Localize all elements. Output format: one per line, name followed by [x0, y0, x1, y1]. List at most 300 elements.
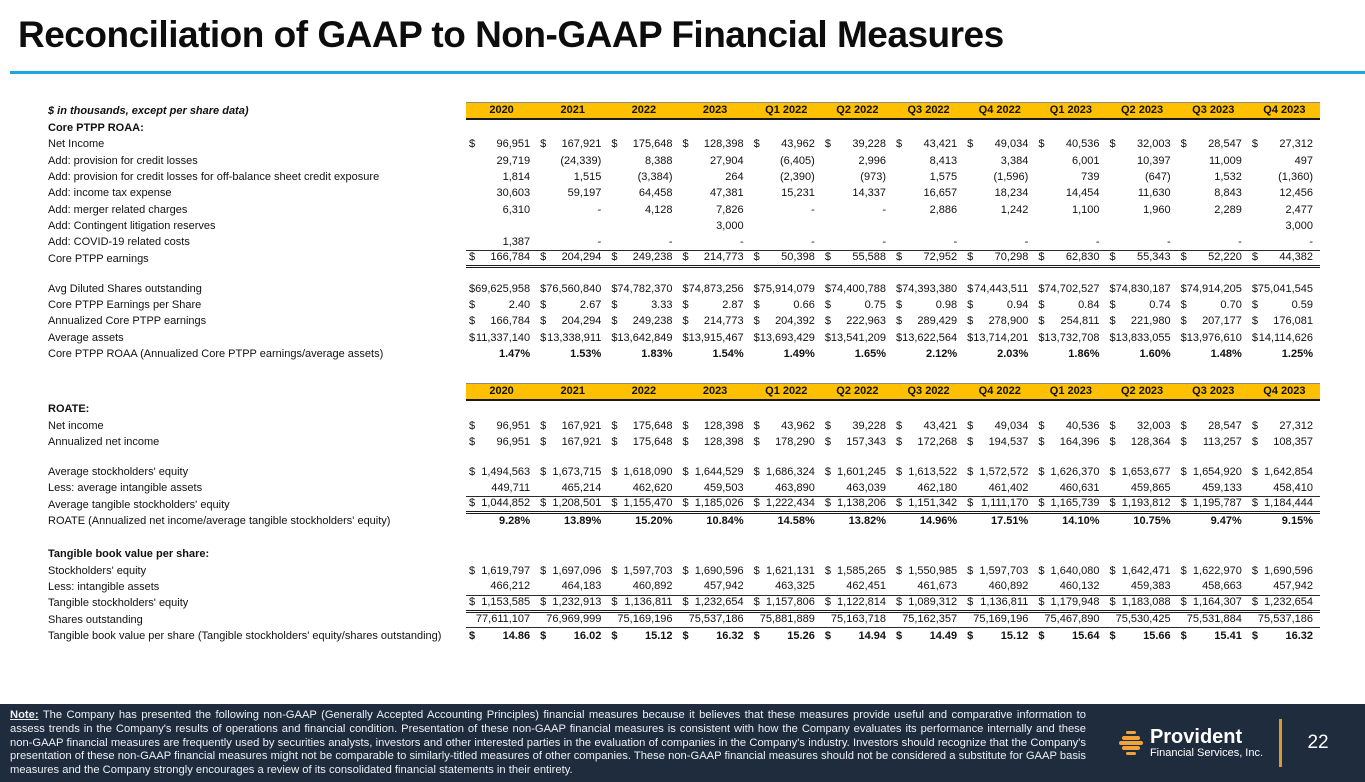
cell-value: 214,773: [703, 315, 744, 328]
table-roate: [48, 383, 1320, 529]
table-cell: [1035, 563, 1106, 579]
cell-value: 463,039: [846, 481, 886, 494]
currency-symbol: $: [895, 564, 903, 577]
cell-value: 459,383: [1130, 580, 1171, 593]
table-row: [48, 250, 1320, 266]
page-title: Reconciliation of GAAP to Non-GAAP Financial Measures: [18, 14, 1004, 55]
table-cell: [679, 346, 750, 362]
table-row: [48, 201, 1320, 217]
table-cell: [893, 417, 964, 433]
cell-value: 0.84: [1078, 299, 1100, 312]
table-cell: [466, 513, 537, 529]
table-cell: [1035, 495, 1106, 514]
cell-value: 1,157,806: [765, 595, 815, 608]
column-header: 2020: [466, 383, 537, 401]
cell-value: 459,503: [703, 481, 744, 494]
cell-value: 40,536: [1065, 419, 1100, 432]
cell-value: 74,782,370: [617, 282, 673, 295]
currency-symbol: $: [967, 331, 974, 344]
cell-value: 164,396: [1059, 435, 1100, 448]
cell-value: 289,429: [917, 315, 958, 328]
table-cell: [1249, 330, 1320, 346]
cell-value: 1.83%: [641, 348, 673, 360]
cell-value: (1,596): [993, 171, 1029, 184]
cell-value: (973): [860, 171, 886, 184]
cell-value: 157,343: [846, 435, 886, 448]
cell-value: 74,873,256: [688, 282, 744, 295]
cell-value: 14,337: [852, 187, 886, 200]
cell-value: 16,657: [923, 187, 958, 200]
cell-value: 1,165,739: [1050, 497, 1100, 510]
cell-value: 1.54%: [712, 348, 744, 360]
cell-value: 264: [725, 171, 744, 184]
currency-symbol: $: [895, 251, 903, 264]
currency-symbol: $: [469, 251, 476, 264]
footer-note-text: The Company has presented the following non-GAAP (Generally Accepted Accounting Principles) financial measures because it believes that these measures provide useful and comparative information to assess trends in the Company's results of operations and financial condition. Presentation of these non-GAAP financial measures is consistent with how the Company evaluates its performance internally and these non-GAAP financial measures are frequently used by securities analysts, investors and other interested parties in the evaluation of companies in the Company's industry. Investors should recognize that the Company's presentation of these non-GAAP financial measures might not be comparable to similarly-titled measures of other companies. These non-GAAP financial measures should not be considered a substitute for GAAP basis measures and the Company strongly encourages a review of its consolidated financial statements in their entirety.: [10, 709, 1087, 777]
row-label: Add: merger related charges: [48, 203, 188, 216]
currency-symbol: $: [1038, 466, 1045, 479]
table-row: [48, 595, 1320, 611]
table-cell: [537, 185, 608, 201]
currency-symbol: $: [682, 564, 689, 577]
cell-value: 74,400,788: [830, 282, 886, 295]
currency-symbol: $: [682, 282, 689, 295]
table-cell: [751, 281, 822, 297]
table-cell: [466, 628, 537, 644]
currency-symbol: $: [611, 466, 618, 479]
cell-value: 74,830,187: [1115, 282, 1171, 295]
footer-separator: [1279, 719, 1282, 767]
column-header: Q2 2023: [1106, 383, 1177, 401]
table-cell: [466, 169, 537, 185]
row-label: Core PTPP ROAA (Annualized Core PTPP earnings/average assets): [48, 348, 384, 360]
logo-text: [1150, 727, 1263, 759]
table-cell: [1178, 201, 1249, 217]
table-cell: [1249, 434, 1320, 450]
cell-value: 1,232,913: [552, 595, 602, 608]
cell-value: 214,773: [703, 251, 744, 264]
cell-value: 13,714,201: [973, 331, 1029, 344]
cell-value: 1,193,812: [1121, 497, 1171, 510]
table-cell: [679, 628, 750, 644]
table-cell: [1106, 513, 1177, 529]
cell-value: 462,620: [632, 481, 673, 494]
currency-symbol: $: [967, 299, 974, 312]
cell-value: 14.58%: [777, 515, 815, 528]
table-cell: [466, 218, 537, 234]
currency-symbol: $: [469, 497, 476, 510]
cell-value: 1.25%: [1281, 348, 1313, 360]
table-cell: [751, 464, 822, 480]
currency-symbol: $: [895, 595, 903, 608]
cell-value: 13,976,610: [1186, 331, 1242, 344]
table-cell: [1035, 281, 1106, 297]
cell-value: 74,443,511: [974, 282, 1029, 295]
table-cell: [1106, 464, 1177, 480]
currency-symbol: $: [611, 299, 618, 312]
cell-value: 32,003: [1137, 138, 1171, 151]
table-cell: [1249, 346, 1320, 362]
table-row: [48, 434, 1320, 450]
table-cell: [964, 464, 1035, 480]
column-header: Q2 2022: [822, 383, 893, 401]
currency-symbol: $: [753, 331, 760, 344]
table-cell: [1106, 417, 1177, 433]
currency-symbol: $: [611, 435, 618, 448]
table-cell: [1106, 169, 1177, 185]
cell-value: 13.89%: [564, 515, 602, 528]
table-cell: [1035, 218, 1106, 234]
currency-symbol: $: [611, 629, 618, 642]
currency-symbol: $: [967, 282, 974, 295]
currency-symbol: $: [1180, 331, 1187, 344]
cell-value: 77,611,107: [475, 613, 531, 626]
table-cell: [537, 330, 608, 346]
table-cell: [964, 313, 1035, 329]
cell-value: 1,640,080: [1050, 564, 1100, 577]
cell-value: -: [1024, 235, 1029, 248]
cell-value: 167,921: [561, 138, 602, 151]
cell-value: 13,541,209: [830, 331, 886, 344]
cell-value: 75,881,889: [759, 613, 815, 626]
cell-value: 0.66: [793, 299, 815, 312]
currency-symbol: $: [1251, 315, 1258, 328]
table-cell: [1178, 434, 1249, 450]
currency-symbol: $: [967, 315, 974, 328]
currency-symbol: $: [824, 331, 831, 344]
currency-symbol: $: [1109, 315, 1116, 328]
currency-symbol: $: [1251, 138, 1258, 151]
currency-symbol: $: [753, 497, 760, 510]
currency-symbol: $: [1251, 564, 1258, 577]
cell-value: 1,515: [573, 171, 602, 184]
currency-symbol: $: [1038, 419, 1045, 432]
cell-value: 14.10%: [1062, 515, 1100, 528]
cell-value: 11,337,140: [475, 331, 531, 344]
cell-value: -: [1166, 235, 1171, 248]
cell-value: 194,537: [988, 435, 1029, 448]
currency-symbol: $: [1109, 466, 1116, 479]
currency-symbol: $: [540, 138, 547, 151]
cell-value: 75,169,196: [973, 613, 1029, 626]
column-header: 2023: [679, 383, 750, 401]
cell-value: 0.70: [1220, 299, 1242, 312]
table-cell: [1178, 153, 1249, 169]
table-cell: [822, 417, 893, 433]
table-cell: [1106, 201, 1177, 217]
cell-value: 0.75: [864, 299, 886, 312]
table-cell: [466, 297, 537, 313]
table-row: [48, 417, 1320, 433]
table-cell: [537, 563, 608, 579]
table-cell: [893, 464, 964, 480]
cell-value: 52,220: [1208, 251, 1242, 264]
currency-symbol: $: [469, 315, 476, 328]
row-label: Add: provision for credit losses: [48, 154, 198, 167]
table-cell: [822, 249, 893, 268]
table-cell: [822, 218, 893, 234]
cell-value: 128,364: [1130, 435, 1171, 448]
cell-value: 14.94: [858, 629, 886, 642]
row-label: Add: Contingent litigation reserves: [48, 219, 216, 232]
currency-symbol: $: [1038, 629, 1045, 642]
cell-value: -: [739, 235, 744, 248]
table-row: [48, 120, 1320, 136]
cell-value: 1,572,572: [979, 466, 1029, 479]
currency-symbol: $: [824, 466, 831, 479]
logo-company-name: Provident: [1149, 726, 1243, 748]
cell-value: 76,560,840: [546, 282, 602, 295]
currency-symbol: $: [1251, 331, 1258, 344]
cell-value: 1,697,096: [552, 564, 602, 577]
table-cell: [679, 563, 750, 579]
cell-value: 13,915,467: [688, 331, 744, 344]
currency-symbol: $: [682, 251, 689, 264]
cell-value: (647): [1144, 171, 1171, 184]
column-header: 2021: [537, 383, 608, 401]
table-cell: [679, 185, 750, 201]
cell-value: 10.75%: [1133, 515, 1171, 528]
row-label: ROATE:: [48, 403, 90, 416]
cell-value: 15.20%: [635, 515, 673, 528]
cell-value: 10,397: [1137, 154, 1171, 167]
table-cell: [822, 153, 893, 169]
table-cell: [537, 495, 608, 514]
cell-value: 1,619,797: [481, 564, 531, 577]
row-label: Less: intangible assets: [48, 580, 160, 593]
table-cell: [893, 611, 964, 628]
table-cell: [679, 218, 750, 234]
currency-symbol: $: [469, 138, 476, 151]
currency-symbol: $: [682, 419, 689, 432]
table-cell: [1035, 611, 1106, 628]
currency-symbol: $: [1180, 282, 1187, 295]
currency-symbol: $: [611, 138, 618, 151]
currency-symbol: $: [1251, 282, 1258, 295]
cell-value: 2,886: [929, 203, 958, 216]
table-cell: [751, 297, 822, 313]
cell-value: 1,597,703: [979, 564, 1029, 577]
currency-symbol: $: [1109, 331, 1116, 344]
table-row: [48, 185, 1320, 201]
currency-symbol: $: [1180, 299, 1187, 312]
cell-value: 9.15%: [1281, 515, 1313, 528]
currency-symbol: $: [753, 251, 760, 264]
cell-value: 39,228: [852, 138, 886, 151]
cell-value: 1,164,307: [1192, 595, 1242, 608]
currency-symbol: $: [1038, 564, 1045, 577]
cell-value: 204,294: [561, 315, 602, 328]
currency-symbol: $: [824, 419, 831, 432]
cell-value: 50,398: [781, 251, 815, 264]
table-cell: [751, 249, 822, 268]
cell-value: 1,618,090: [623, 466, 673, 479]
currency-symbol: $: [753, 564, 760, 577]
table-cell: [608, 495, 679, 514]
table-tangible-book-value: [48, 546, 1320, 644]
table-cell: [964, 281, 1035, 297]
cell-value: -: [668, 235, 673, 248]
currency-symbol: $: [611, 497, 618, 510]
cell-value: 72,952: [923, 251, 958, 264]
currency-symbol: $: [967, 419, 974, 432]
table-cell: [751, 169, 822, 185]
currency-symbol: $: [682, 629, 689, 642]
cell-value: 27,904: [710, 154, 744, 167]
currency-symbol: $: [540, 564, 547, 577]
cell-value: 1,122,814: [837, 595, 886, 608]
currency-symbol: $: [1180, 629, 1187, 642]
cell-value: 44,382: [1279, 251, 1313, 264]
table-row: [48, 281, 1320, 297]
table-cell: [1178, 281, 1249, 297]
cell-value: 8,413: [929, 154, 958, 167]
table-cell: [679, 249, 750, 268]
table-cell: [608, 281, 679, 297]
table-cell: [822, 464, 893, 480]
cell-value: 75,530,425: [1115, 613, 1171, 626]
currency-symbol: $: [753, 282, 760, 295]
row-label: Less: average intangible assets: [48, 482, 203, 495]
cell-value: 1,242: [1000, 203, 1029, 216]
currency-symbol: $: [540, 435, 547, 448]
cell-value: 15.64: [1071, 629, 1100, 642]
currency-symbol: $: [540, 251, 547, 264]
cell-value: 166,784: [490, 315, 531, 328]
cell-value: 0.98: [935, 299, 958, 312]
cell-value: 28,547: [1208, 419, 1242, 432]
table-cell: [893, 201, 964, 217]
row-label: Tangible stockholders' equity: [48, 597, 189, 610]
table-cell: [466, 185, 537, 201]
cell-value: (1,360): [1278, 171, 1313, 184]
table-cell: [1249, 313, 1320, 329]
table-header-row: [48, 383, 1320, 398]
table-cell: [537, 417, 608, 433]
table-cell: [964, 249, 1035, 268]
row-label: Annualized Core PTPP earnings: [48, 315, 207, 328]
table-cell: [608, 218, 679, 234]
cell-value: 463,890: [775, 481, 815, 494]
table-cell: [1106, 249, 1177, 268]
cell-value: 1,387: [502, 235, 531, 248]
currency-symbol: $: [540, 282, 547, 295]
cell-value: (2,390): [779, 171, 815, 184]
table-cell: [608, 346, 679, 362]
cell-value: 27,312: [1279, 419, 1313, 432]
cell-value: 12,456: [1279, 187, 1313, 200]
reconciliation-tables: [0, 102, 1365, 644]
cell-value: 457,942: [1273, 580, 1313, 593]
currency-symbol: $: [753, 315, 760, 328]
row-label: ROATE (Annualized net income/average tangible stockholders' equity): [48, 515, 391, 528]
table-cell: [1178, 313, 1249, 329]
table-cell: [1249, 297, 1320, 313]
cell-value: 459,133: [1202, 481, 1242, 494]
currency-symbol: $: [824, 629, 831, 642]
table-cell: [1035, 330, 1106, 346]
table-cell: [1178, 249, 1249, 268]
table-cell: [964, 434, 1035, 450]
cell-value: 1,597,703: [623, 564, 673, 577]
cell-value: -: [953, 235, 958, 248]
cell-value: 59,197: [567, 187, 602, 200]
table-cell: [1035, 297, 1106, 313]
cell-value: 4,128: [644, 203, 673, 216]
currency-symbol: $: [1180, 466, 1187, 479]
table-cell: [751, 136, 822, 152]
cell-value: 64,458: [638, 187, 673, 200]
table-cell: [751, 346, 822, 362]
cell-value: 13,642,849: [617, 331, 673, 344]
cell-value: 1,208,501: [552, 497, 602, 510]
cell-value: 55,343: [1137, 251, 1171, 264]
cell-value: 29,719: [496, 154, 531, 167]
cell-value: 76,969,999: [546, 613, 602, 626]
table-cell: [608, 417, 679, 433]
table-cell: [964, 417, 1035, 433]
table-cell: [1249, 513, 1320, 529]
footer-note-label: Note:: [10, 709, 39, 721]
cell-value: 461,402: [988, 481, 1029, 494]
table-cell: [1106, 346, 1177, 362]
table-cell: [893, 169, 964, 185]
currency-symbol: $: [824, 564, 831, 577]
cell-value: 14,454: [1065, 187, 1100, 200]
currency-symbol: $: [967, 466, 974, 479]
table-cell: [1035, 417, 1106, 433]
cell-value: 1.47%: [498, 348, 531, 360]
table-cell: [964, 563, 1035, 579]
currency-symbol: $: [1038, 331, 1045, 344]
cell-value: 1,232,654: [1264, 595, 1313, 608]
cell-value: 15,231: [781, 187, 815, 200]
table-cell: [1249, 628, 1320, 644]
cell-value: 11,009: [1209, 154, 1242, 167]
table-cell: [466, 281, 537, 297]
currency-symbol: $: [967, 251, 974, 264]
cell-value: 32,003: [1137, 419, 1171, 432]
column-header: 2021: [537, 102, 608, 120]
column-header: Q4 2022: [964, 383, 1035, 401]
cell-value: -: [811, 235, 815, 248]
table-cell: [1035, 185, 1106, 201]
cell-value: 1.86%: [1068, 348, 1100, 360]
currency-symbol: $: [753, 138, 760, 151]
table-cell: [1178, 297, 1249, 313]
cell-value: 167,921: [561, 435, 602, 448]
cell-value: 3,000: [1285, 219, 1313, 232]
footer-note: [0, 704, 1092, 782]
table-cell: [537, 218, 608, 234]
table-cell: [1035, 346, 1106, 362]
cell-value: 460,132: [1059, 580, 1100, 593]
table-cell: [964, 153, 1035, 169]
cell-value: -: [1095, 235, 1100, 248]
currency-symbol: $: [1038, 138, 1045, 151]
cell-value: -: [1309, 235, 1313, 248]
table-row: [48, 464, 1320, 480]
cell-value: 1,138,206: [837, 497, 886, 510]
currency-symbol: $: [682, 595, 689, 608]
cell-value: -: [597, 235, 602, 248]
cell-value: 466,212: [490, 580, 531, 593]
currency-symbol: $: [682, 299, 689, 312]
cell-value: 74,702,527: [1044, 282, 1100, 295]
table-cell: [822, 495, 893, 514]
cell-value: 222,963: [846, 315, 886, 328]
currency-symbol: $: [1251, 466, 1258, 479]
